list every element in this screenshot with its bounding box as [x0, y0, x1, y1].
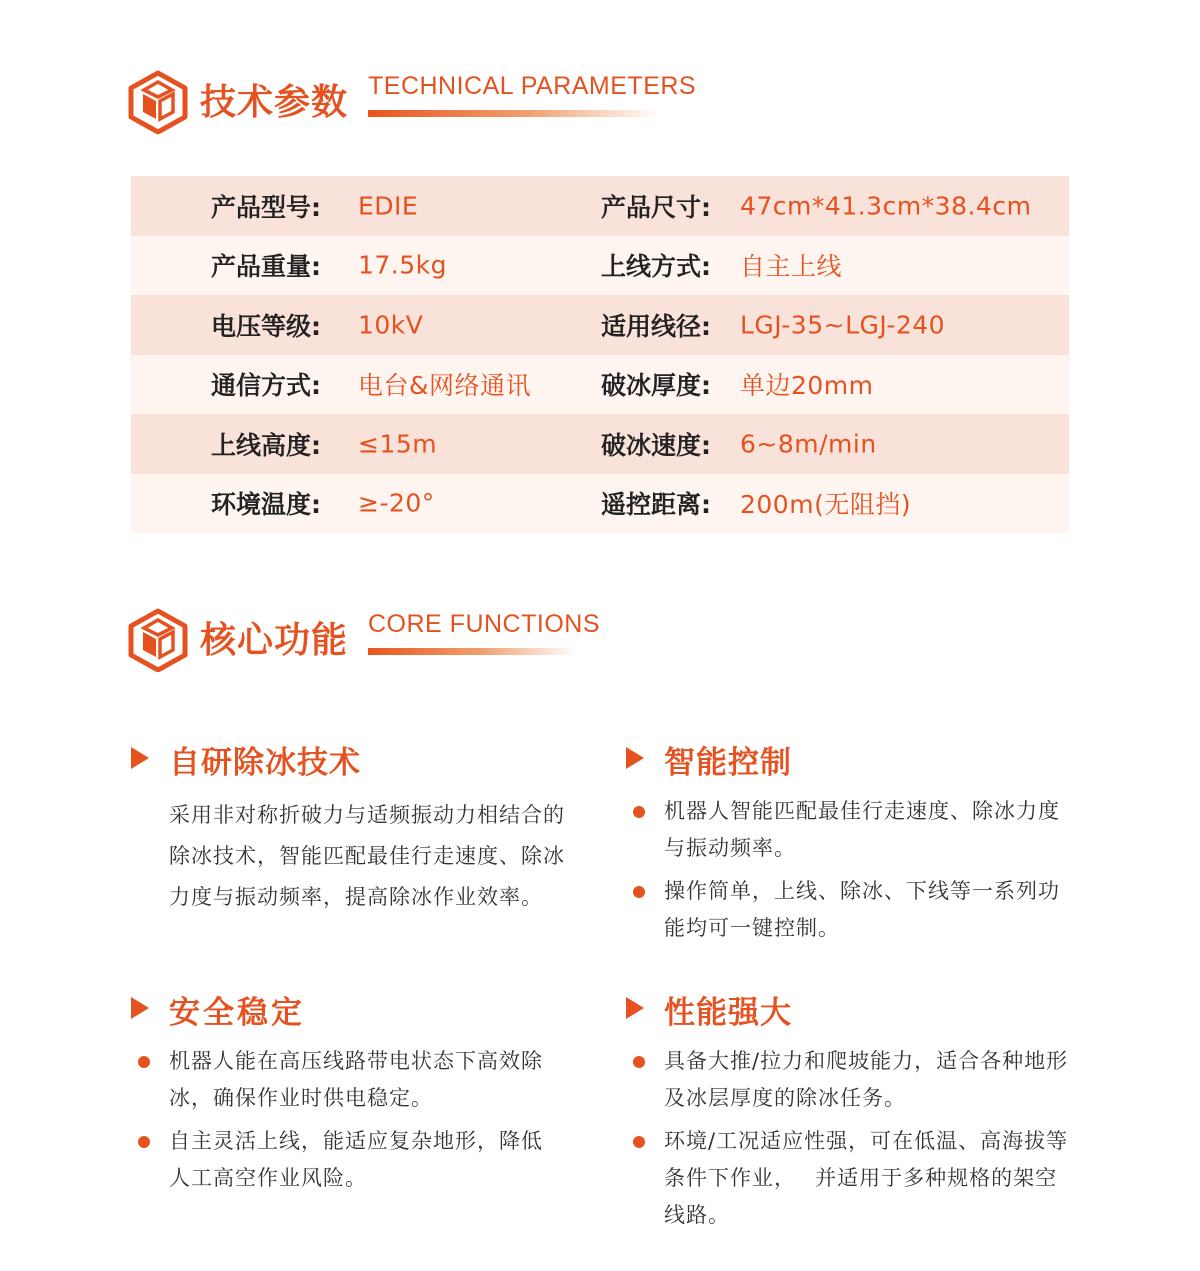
table-row: [131, 236, 1069, 296]
table-row: [131, 355, 1069, 415]
list-item-text: 机器人能在高压线路带电状态下高效除冰，确保作业时供电稳定。: [169, 1049, 543, 1110]
param-label: 上线方式:: [601, 252, 711, 282]
table-row: [131, 176, 1069, 236]
parameter-table: [131, 176, 1069, 533]
table-row: [131, 474, 1069, 534]
param-label: 通信方式:: [211, 371, 321, 401]
list-item: [626, 1043, 1076, 1117]
list-item: [626, 873, 1076, 947]
param-label: 产品尺寸:: [601, 192, 711, 222]
feature-heading: [626, 987, 1076, 1031]
list-item-text: 具备大推/拉力和爬坡能力，适合各种地形及冰层厚度的除冰任务。: [664, 1049, 1069, 1110]
list-item: [626, 793, 1076, 867]
play-triangle-icon: [131, 747, 149, 769]
param-label: 上线高度:: [211, 430, 321, 460]
param-value: LGJ-35~LGJ-240: [740, 310, 946, 340]
bullet-dot-icon: [138, 1136, 150, 1148]
bullet-dot-icon: [633, 886, 645, 898]
param-label: 破冰厚度:: [601, 371, 711, 401]
feature-title: 智能控制: [664, 745, 792, 781]
param-value: 6~8m/min: [740, 429, 877, 459]
param-value: ≥-20°: [358, 488, 435, 518]
tech-title-en: TECHNICAL PARAMETERS: [368, 72, 697, 100]
bullet-dot-icon: [633, 806, 645, 818]
core-title-en: CORE FUNCTIONS: [368, 610, 600, 638]
feature-title: 性能强大: [664, 995, 792, 1031]
play-triangle-icon: [626, 747, 644, 769]
param-value: 单边20mm: [740, 371, 874, 401]
bullet-dot-icon: [633, 1056, 645, 1068]
list-item: [626, 1123, 1076, 1234]
param-label: 适用线径:: [601, 311, 711, 341]
param-value: 17.5kg: [358, 250, 448, 280]
param-label: 破冰速度:: [601, 430, 711, 460]
brand-cube-icon: [128, 70, 188, 134]
tech-title: 技术参数: [200, 82, 349, 123]
param-value: ≤15m: [358, 429, 438, 459]
feature-deicing: [131, 737, 581, 918]
table-row: [131, 295, 1069, 355]
table-row: [131, 414, 1069, 474]
bullet-dot-icon: [138, 1056, 150, 1068]
list-item: [131, 1123, 561, 1197]
feature-heading: [626, 737, 1076, 781]
core-title-underline: [368, 648, 576, 655]
param-label: 产品重量:: [211, 252, 321, 282]
list-item-text: 环境/工况适应性强，可在低温、高海拔等条件下作业， 并适用于多种规格的架空线路。: [664, 1129, 1069, 1227]
feature-heading: [131, 737, 581, 781]
feature-title: 自研除冰技术: [169, 745, 361, 781]
param-value: 自主上线: [740, 252, 843, 282]
feature-control: [626, 737, 1076, 947]
feature-heading: [131, 987, 561, 1031]
feature-safety: [131, 987, 561, 1197]
param-value: 200m(无阻挡): [740, 490, 912, 520]
list-item-text: 机器人智能匹配最佳行走速度、除冰力度与振动频率。: [664, 799, 1060, 860]
core-title: 核心功能: [200, 620, 349, 661]
feature-title: 安全稳定: [169, 995, 305, 1031]
param-label: 遥控距离:: [601, 490, 711, 520]
list-item: [131, 1043, 561, 1117]
param-value: EDIE: [358, 191, 419, 221]
feature-description: 采用非对称折破力与适频振动力相结合的除冰技术，智能匹配最佳行走速度、除冰力度与振动频率，提高除冰作业效率。: [169, 803, 565, 909]
bullet-dot-icon: [633, 1136, 645, 1148]
brand-cube-icon: [128, 608, 188, 672]
play-triangle-icon: [131, 997, 149, 1019]
play-triangle-icon: [626, 997, 644, 1019]
param-label: 电压等级:: [211, 311, 321, 341]
param-label: 环境温度:: [211, 490, 321, 520]
list-item-text: 自主灵活上线，能适应复杂地形，降低人工高空作业风险。: [169, 1129, 543, 1190]
list-item-text: 操作简单，上线、除冰、下线等一系列功能均可一键控制。: [664, 879, 1060, 940]
tech-title-underline: [368, 110, 660, 117]
param-value: 47cm*41.3cm*38.4cm: [740, 191, 1032, 221]
param-label: 产品型号:: [211, 192, 321, 222]
param-value: 电台&网络通讯: [358, 371, 531, 401]
param-value: 10kV: [358, 310, 424, 340]
feature-performance: [626, 987, 1076, 1234]
